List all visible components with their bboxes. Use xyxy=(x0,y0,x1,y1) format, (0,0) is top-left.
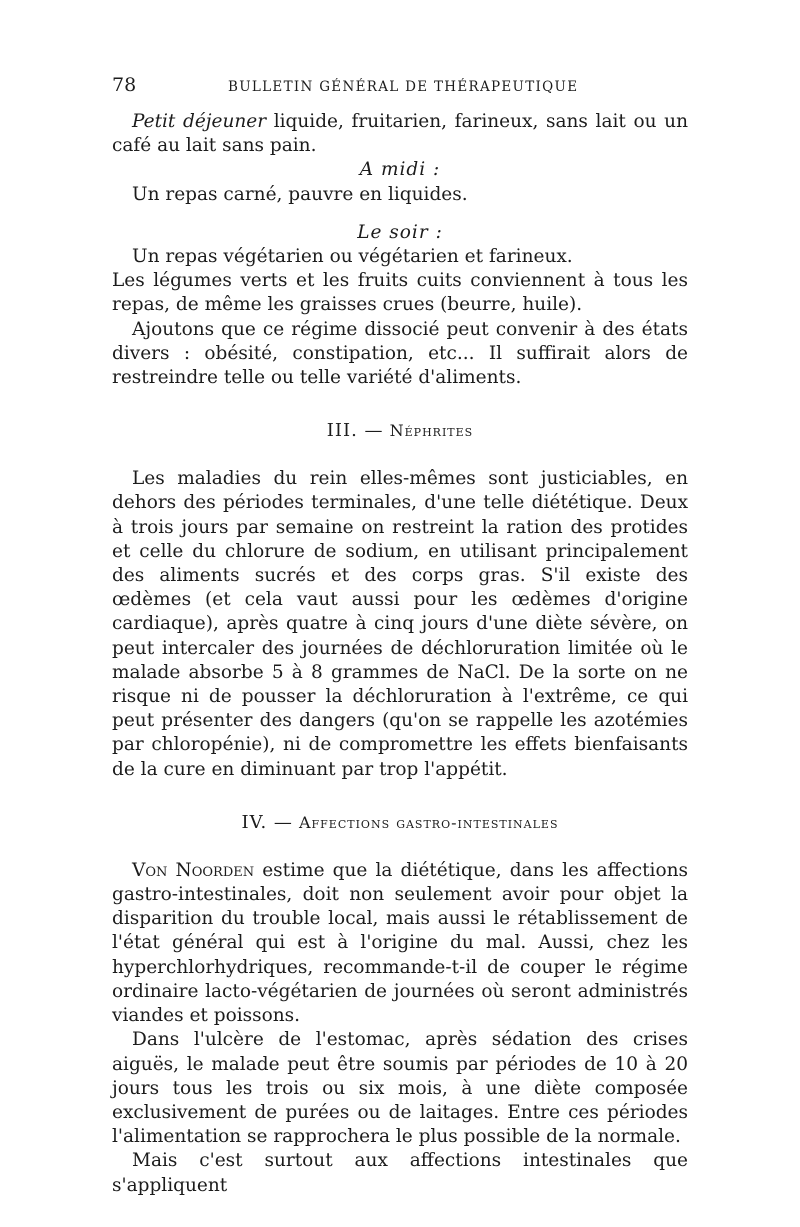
von-noorden-text: estime que la diététique, dans les affections gastro-intestinales, doit non seulement avoir pour objet la disparition du trouble local, mais aussi le rétablissement de l'état général qui est à l'origine du mal. Aussi, chez les hyperchlorhydriques, recommande-t-il de couper le régime ordinaire lacto-végétarien de journées où seront administrés viandes et poissons. xyxy=(112,859,688,1027)
paragraph-ajoutons: Ajoutons que ce régime dissocié peut convenir à des états divers : obésité, constipation, etc... Il suffirait alors de restreindre telle ou telle variété d'aliments. xyxy=(112,318,688,389)
paragraph-legumes: Les légumes verts et les fruits cuits conviennent à tous les repas, de même les graisses crues (beurre, huile). xyxy=(112,270,688,316)
document-page xyxy=(112,74,688,1198)
section-title-gastro xyxy=(112,812,688,833)
page-header xyxy=(112,74,688,104)
running-title: BULLETIN GÉNÉRAL DE THÉRAPEUTIQUE xyxy=(228,79,579,95)
author-name: Von Noorden xyxy=(132,859,255,881)
petit-dejeuner-label: Petit déjeuner xyxy=(132,111,267,132)
heading-a-midi: A midi : xyxy=(359,159,441,181)
section-number-3: III. — xyxy=(326,420,384,442)
heading-le-soir: Le soir : xyxy=(357,221,443,243)
paragraph-soir: Un repas végétarien ou végétarien et farineux. xyxy=(132,246,573,268)
section-label-gastro: Affections gastro-intestinales xyxy=(298,812,559,832)
page-number: 78 xyxy=(112,74,137,96)
paragraph-petit-dejeuner xyxy=(112,110,688,158)
section-label-nephrites: Néphrites xyxy=(389,421,474,441)
paragraph-mais: Mais c'est surtout aux affections intestinales que s'appliquent xyxy=(112,1150,688,1196)
paragraph-von-noorden xyxy=(112,859,688,1028)
section-number-4: IV. — xyxy=(241,811,293,833)
paragraph-nephrites: Les maladies du rein elles-mêmes sont justiciables, en dehors des périodes terminales, d'une telle diététique. Deux à trois jours par semaine on restreint la ration des protides et celle du chlorure de sodium, en utilisant principalement des aliments sucrés et des corps gras. S'il existe des œdèmes (et cela vaut aussi pour les œdèmes d'origine cardiaque), après quatre à cinq jours d'une diète sévère, on peut intercaler des journées de déchloruration limitée où le malade absorbe 5 à 8 grammes de NaCl. De la sorte on ne risque ni de pousser la déchloruration à l'extrême, ce qui peut présenter des dangers (qu'on se rappelle les azotémies par chloropénie), ni de compromettre les effets bienfaisants de la cure en diminuant par trop l'appétit. xyxy=(112,468,688,780)
section-title-nephrites xyxy=(112,420,688,441)
paragraph-midi: Un repas carné, pauvre en liquides. xyxy=(132,183,468,205)
paragraph-ulcere: Dans l'ulcère de l'estomac, après sédation des crises aiguës, le malade peut être soumis par périodes de 10 à 20 jours tous les trois ou six mois, à une diète composée exclusivement de purées ou de laitages. Entre ces périodes l'alimentation se rapprochera le plus possible de la normale. xyxy=(112,1029,688,1148)
petit-dejeuner-text: liquide, fruitarien, farineux, sans lait ou un café au lait sans pain. xyxy=(112,111,688,157)
